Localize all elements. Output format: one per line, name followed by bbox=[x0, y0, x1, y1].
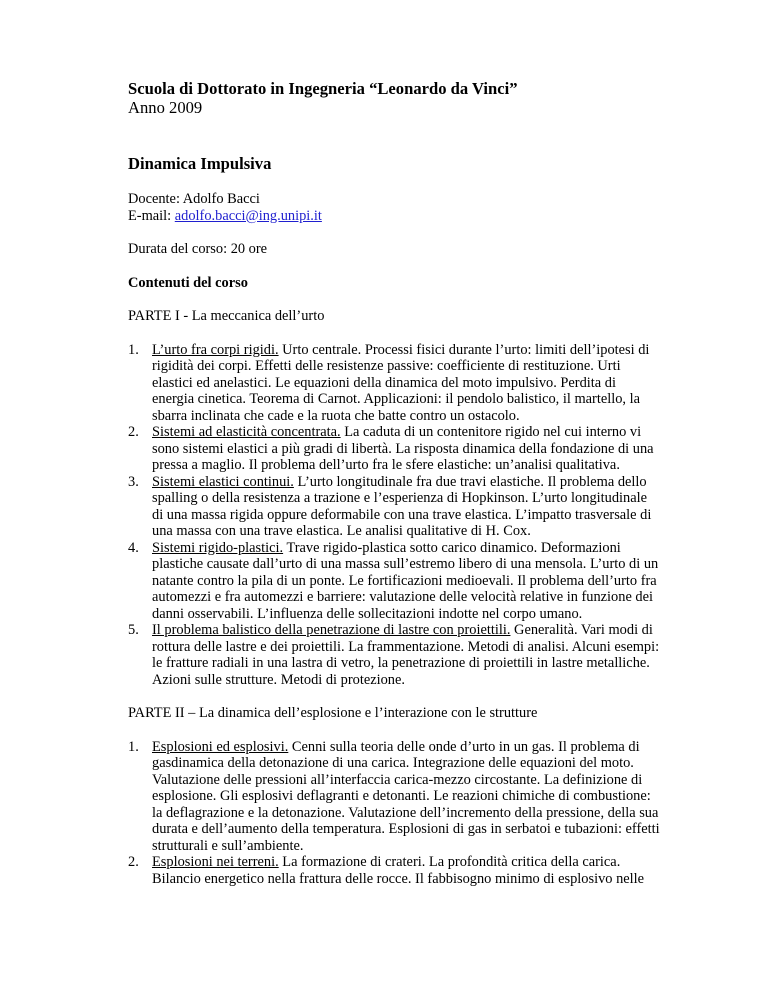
email-link[interactable]: adolfo.bacci@ing.unipi.it bbox=[174, 207, 322, 224]
contents-heading: Contenuti del corso bbox=[128, 274, 248, 291]
item-text: Urto centrale. Processi fisici durante l’urto: limiti dell’ipotesi di rigidità dei corpi. Effetti delle resistenze passive: coefficiente di restituzione. Urti elastici ed anelastici. Le equazioni della dinamica del moto impulsivo. Perdita di energia cinetica. Teorema di Carnot. Applicazioni: il pendolo balistico, il martello, la sbarra inclinata che cade e la ruota che batte contro un ostacolo. bbox=[152, 341, 650, 424]
list-item bbox=[128, 342, 660, 425]
list-item bbox=[128, 854, 660, 887]
school-title: Scuola di Dottorato in Ingegneria “Leonardo da Vinci” bbox=[128, 79, 518, 98]
list-item bbox=[128, 424, 660, 474]
duration-line: Durata del corso: 20 ore bbox=[128, 241, 268, 257]
item-topic: Esplosioni ed esplosivi. bbox=[152, 738, 289, 755]
course-title: Dinamica Impulsiva bbox=[128, 154, 272, 173]
email-line bbox=[128, 208, 660, 225]
item-topic: Sistemi ad elasticità concentrata. bbox=[152, 424, 341, 440]
email-label: E-mail: bbox=[128, 207, 175, 224]
teacher-line: Docente: Adolfo Bacci bbox=[128, 191, 260, 207]
item-number: 3. bbox=[128, 473, 139, 490]
item-text: L’urto longitudinale fra due travi elastiche. Il problema dello spalling o della resistenza a trazione e l’esperienza di Hopkinson. L’urto longitudinale di una massa rigida oppure deformabile con una trave elastica. L’impatto trasversale di una massa con una trave elastica. Le analisi qualitative di H. Cox. bbox=[152, 473, 652, 539]
list-item bbox=[128, 739, 660, 855]
item-number: 4. bbox=[128, 539, 139, 556]
item-number: 2. bbox=[128, 854, 139, 870]
item-text: Generalità. Vari modi di rottura delle lastre e dei proiettili. La frammentazione. Metodi di analisi. Alcuni esempi: le fratture radiali in una lastra di vetro, la penetrazione di proiettili in lastre metalliche. Azioni sulle strutture. Metodi di protezione. bbox=[152, 622, 660, 688]
item-topic: Il problema balistico della penetrazione di lastre con proiettili. bbox=[152, 622, 511, 638]
item-number: 2. bbox=[128, 424, 139, 440]
item-number: 1. bbox=[128, 341, 139, 358]
part1-title: PARTE I - La meccanica dell’urto bbox=[128, 308, 325, 324]
year-line: Anno 2009 bbox=[128, 98, 203, 117]
part2-title: PARTE II – La dinamica dell’esplosione e l’interazione con le strutture bbox=[128, 705, 538, 721]
part2-list bbox=[128, 739, 660, 888]
item-topic: L’urto fra corpi rigidi. bbox=[152, 341, 279, 358]
item-text: Cenni sulla teoria delle onde d’urto in un gas. Il problema di gasdinamica della detonazione di una carica. Integrazione delle equazioni del moto. Valutazione delle pressioni all’interfaccia carica-mezzo circostante. La definizione di esplosione. Gli esplosivi deflagranti e detonanti. Le reazioni chimiche di combustione: la deflagrazione e la detonazione. Valutazione dell’incremento della pressione, della sua durata e dell’aumento della temperatura. Esplosioni di gas in serbatoi e tubazioni: effetti strutturali e sull’ambiente. bbox=[152, 738, 660, 854]
list-item bbox=[128, 474, 660, 540]
item-number: 5. bbox=[128, 622, 139, 638]
document-page bbox=[128, 79, 660, 887]
item-text: La formazione di crateri. La profondità critica della carica. Bilancio energetico nella frattura delle rocce. Il fabbisogno minimo di esplosivo nelle bbox=[152, 854, 645, 887]
item-topic: Sistemi elastici continui. bbox=[152, 473, 294, 490]
item-text: La caduta di un contenitore rigido nel cui interno vi sono sistemi elastici a più gradi di libertà. La risposta dinamica della fondazione di una pressa a maglio. Il problema dell’urto fra le sfere elastiche: un’analisi qualitativa. bbox=[152, 424, 654, 473]
item-topic: Sistemi rigido-plastici. bbox=[152, 539, 284, 556]
list-item bbox=[128, 540, 660, 623]
part1-list bbox=[128, 342, 660, 689]
item-number: 1. bbox=[128, 738, 139, 755]
item-topic: Esplosioni nei terreni. bbox=[152, 854, 279, 870]
list-item bbox=[128, 622, 660, 688]
item-text: Trave rigido-plastica sotto carico dinamico. Deformazioni plastiche causate dall’urto di una massa sull’estremo libero di una mensola. L’urto di un natante contro la pila di un ponte. Le fortificazioni medioevali. Il problema dell’urto fra automezzi e fra automezzi e barriere: valutazione delle velocità relative in funzione dei danni osservabili. L’influenza delle sollecitazioni indotte nel corpo umano. bbox=[152, 539, 659, 622]
